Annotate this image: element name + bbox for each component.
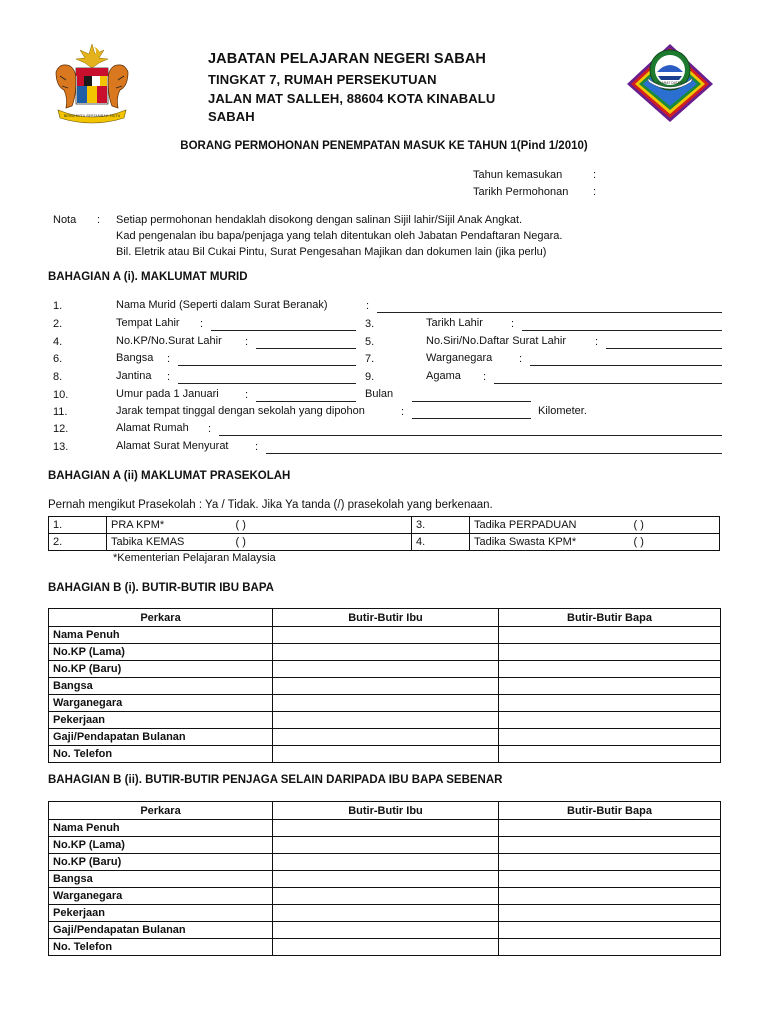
table-header-row: Perkara Butir-Butir Ibu Butir-Butir Bapa xyxy=(49,609,721,627)
section-a2-heading: BAHAGIAN A (ii) MAKLUMAT PRASEKOLAH xyxy=(48,470,291,482)
ibu-cell[interactable] xyxy=(273,746,499,763)
bapa-cell[interactable] xyxy=(499,837,721,854)
nokp-input[interactable] xyxy=(256,348,356,349)
table-row: Bangsa xyxy=(49,678,721,695)
tadika-perpaduan-checkbox[interactable]: ( ) xyxy=(630,517,720,534)
bapa-cell[interactable] xyxy=(499,922,721,939)
tempat-lahir-input[interactable] xyxy=(211,330,356,331)
ibu-cell[interactable] xyxy=(273,712,499,729)
bapa-cell[interactable] xyxy=(499,627,721,644)
table-row: 2. Tabika KEMAS ( ) 4. Tadika Swasta KPM* ( ) xyxy=(49,534,720,551)
penjaga-table xyxy=(48,801,721,956)
tempat-lahir-label: Tempat Lahir xyxy=(116,317,180,329)
bapa-cell[interactable] xyxy=(499,729,721,746)
table-row: 1. PRA KPM* ( ) 3. Tadika PERPADUAN ( ) xyxy=(49,517,720,534)
prasekolah-footnote: *Kementerian Pelajaran Malaysia xyxy=(113,552,276,564)
item-number: 7. xyxy=(365,353,375,365)
alamat-rumah-label: Alamat Rumah xyxy=(116,422,189,434)
tarikh-permohonan-label: Tarikh Permohonan xyxy=(473,186,569,198)
warganegara-input[interactable] xyxy=(530,365,722,366)
sabah-education-dept-logo-icon xyxy=(623,38,718,126)
item-number: 2. xyxy=(53,318,63,330)
ibu-cell[interactable] xyxy=(273,905,499,922)
table-row: Bangsa xyxy=(49,871,721,888)
table-row: Warganegara xyxy=(49,888,721,905)
ibu-cell[interactable] xyxy=(273,644,499,661)
tarikh-permohonan-field[interactable]: Tarikh Permohonan : xyxy=(473,186,597,198)
bapa-cell[interactable] xyxy=(499,661,721,678)
tadika-swasta-checkbox[interactable]: ( ) xyxy=(630,534,720,551)
bulan-input[interactable] xyxy=(412,401,531,402)
prasekolah-question: Pernah mengikut Prasekolah : Ya / Tidak. Jika Ya tanda (/) prasekolah yang berkenaan. xyxy=(48,499,493,511)
bapa-cell[interactable] xyxy=(499,888,721,905)
ibu-cell[interactable] xyxy=(273,627,499,644)
warganegara-label: Warganegara xyxy=(426,352,493,364)
nota-line: Setiap permohonan hendaklah disokong dengan salinan Sijil lahir/Sijil Anak Angkat. xyxy=(116,214,523,226)
table-row: No.KP (Baru) xyxy=(49,854,721,871)
nosiri-input[interactable] xyxy=(606,348,722,349)
item-number: 4. xyxy=(53,336,63,348)
malaysia-coat-of-arms-icon xyxy=(46,42,138,124)
item-number: 6. xyxy=(53,353,63,365)
bapa-cell[interactable] xyxy=(499,871,721,888)
tarikh-lahir-label: Tarikh Lahir xyxy=(426,317,483,329)
bapa-cell[interactable] xyxy=(499,644,721,661)
table-header-row: Perkara Butir-Butir Ibu Butir-Butir Bapa xyxy=(49,802,721,820)
umur-input[interactable] xyxy=(256,401,356,402)
nosiri-label: No.Siri/No.Daftar Surat Lahir xyxy=(426,335,566,347)
bapa-cell[interactable] xyxy=(499,695,721,712)
ibu-cell[interactable] xyxy=(273,729,499,746)
ibu-cell[interactable] xyxy=(273,661,499,678)
svg-text:BERSEKUTU BERTAMBAH MUTU: BERSEKUTU BERTAMBAH MUTU xyxy=(63,114,121,118)
table-row: No.KP (Baru) xyxy=(49,661,721,678)
bangsa-label: Bangsa xyxy=(116,352,154,364)
item-number: 8. xyxy=(53,371,63,383)
nama-murid-label: Nama Murid (Seperti dalam Surat Beranak) xyxy=(116,299,328,311)
table-row: Gaji/Pendapatan Bulanan xyxy=(49,729,721,746)
bapa-cell[interactable] xyxy=(499,939,721,956)
bapa-cell[interactable] xyxy=(499,854,721,871)
section-a1-heading: BAHAGIAN A (i). MAKLUMAT MURID xyxy=(48,271,248,283)
bapa-cell[interactable] xyxy=(499,712,721,729)
tahun-kemasukan-label: Tahun kemasukan xyxy=(473,169,563,181)
item-number: 10. xyxy=(53,389,69,401)
ibu-cell[interactable] xyxy=(273,678,499,695)
ibu-cell[interactable] xyxy=(273,837,499,854)
item-number: 1. xyxy=(53,300,63,312)
ibu-cell[interactable] xyxy=(273,854,499,871)
address-line-1: TINGKAT 7, RUMAH PERSEKUTUAN xyxy=(208,72,437,87)
pra-option-label: Tabika KEMAS xyxy=(107,534,232,551)
jarak-label: Jarak tempat tinggal dengan sekolah yang dipohon xyxy=(116,405,365,417)
section-b2-heading: BAHAGIAN B (ii). BUTIR-BUTIR PENJAGA SELAIN DARIPADA IBU BAPA SEBENAR xyxy=(48,774,503,786)
jarak-input[interactable] xyxy=(412,418,531,419)
address-line-3: SABAH xyxy=(208,109,255,124)
tabika-kemas-checkbox[interactable]: ( ) xyxy=(232,534,412,551)
table-row: Nama Penuh xyxy=(49,820,721,837)
bapa-cell[interactable] xyxy=(499,678,721,695)
bulan-label: Bulan xyxy=(365,388,394,400)
alamat-surat-label: Alamat Surat Menyurat xyxy=(116,440,229,452)
table-row: Warganegara xyxy=(49,695,721,712)
table-row: No.KP (Lama) xyxy=(49,644,721,661)
nota-line: Kad pengenalan ibu bapa/penjaga yang telah ditentukan oleh Jabatan Pendaftaran Negara. xyxy=(116,230,563,242)
agency-name: JABATAN PELAJARAN NEGERI SABAH xyxy=(208,51,486,67)
address-line-2: JALAN MAT SALLEH, 88604 KOTA KINABALU xyxy=(208,91,496,106)
ibu-cell[interactable] xyxy=(273,820,499,837)
item-number: 9. xyxy=(365,371,375,383)
alamat-rumah-input[interactable] xyxy=(219,435,722,436)
item-number: 11. xyxy=(53,406,68,418)
pra-option-label: PRA KPM* xyxy=(107,517,232,534)
bapa-cell[interactable] xyxy=(499,820,721,837)
item-number: 12. xyxy=(53,423,69,435)
nota-line: Bil. Eletrik atau Bil Cukai Pintu, Surat Pengesahan Majikan dan dokumen lain (jika perlu) xyxy=(116,246,547,258)
ibu-cell[interactable] xyxy=(273,888,499,905)
item-number: 3. xyxy=(365,318,375,330)
jantina-label: Jantina xyxy=(116,370,152,382)
ibu-bapa-table xyxy=(48,608,721,763)
pra-option-label: Tadika Swasta KPM* xyxy=(470,534,630,551)
svg-text:SELAMAT DATANG: SELAMAT DATANG xyxy=(655,81,685,85)
ibu-cell[interactable] xyxy=(273,922,499,939)
ibu-cell[interactable] xyxy=(273,871,499,888)
pra-kpm-checkbox[interactable]: ( ) xyxy=(232,517,412,534)
tarikh-lahir-input[interactable] xyxy=(522,330,722,331)
item-number: 5. xyxy=(365,336,375,348)
table-row: Gaji/Pendapatan Bulanan xyxy=(49,922,721,939)
alamat-surat-input[interactable] xyxy=(266,453,722,454)
bapa-cell[interactable] xyxy=(499,746,721,763)
tahun-kemasukan-field[interactable]: Tahun kemasukan : xyxy=(473,169,597,181)
ibu-cell[interactable] xyxy=(273,939,499,956)
pra-option-label: Tadika PERPADUAN xyxy=(470,517,630,534)
umur-label: Umur pada 1 Januari xyxy=(116,388,219,400)
table-row: Pekerjaan xyxy=(49,712,721,729)
section-b1-heading: BAHAGIAN B (i). BUTIR-BUTIR IBU BAPA xyxy=(48,582,274,594)
bangsa-input[interactable] xyxy=(178,365,356,366)
nama-murid-input[interactable] xyxy=(377,312,722,313)
table-row: No.KP (Lama) xyxy=(49,837,721,854)
agama-input[interactable] xyxy=(494,383,722,384)
nota-label: Nota xyxy=(53,214,77,226)
table-row: Pekerjaan xyxy=(49,905,721,922)
nokp-label: No.KP/No.Surat Lahir xyxy=(116,335,222,347)
kilometer-label: Kilometer. xyxy=(538,405,587,417)
bapa-cell[interactable] xyxy=(499,905,721,922)
table-row: Nama Penuh xyxy=(49,627,721,644)
jantina-input[interactable] xyxy=(178,383,356,384)
table-row: No. Telefon xyxy=(49,939,721,956)
item-number: 13. xyxy=(53,441,69,453)
ibu-cell[interactable] xyxy=(273,695,499,712)
table-row: No. Telefon xyxy=(49,746,721,763)
form-title: BORANG PERMOHONAN PENEMPATAN MASUK KE TAHUN 1(Pind 1/2010) xyxy=(180,140,588,152)
prasekolah-table xyxy=(48,516,720,551)
agama-label: Agama xyxy=(426,370,461,382)
